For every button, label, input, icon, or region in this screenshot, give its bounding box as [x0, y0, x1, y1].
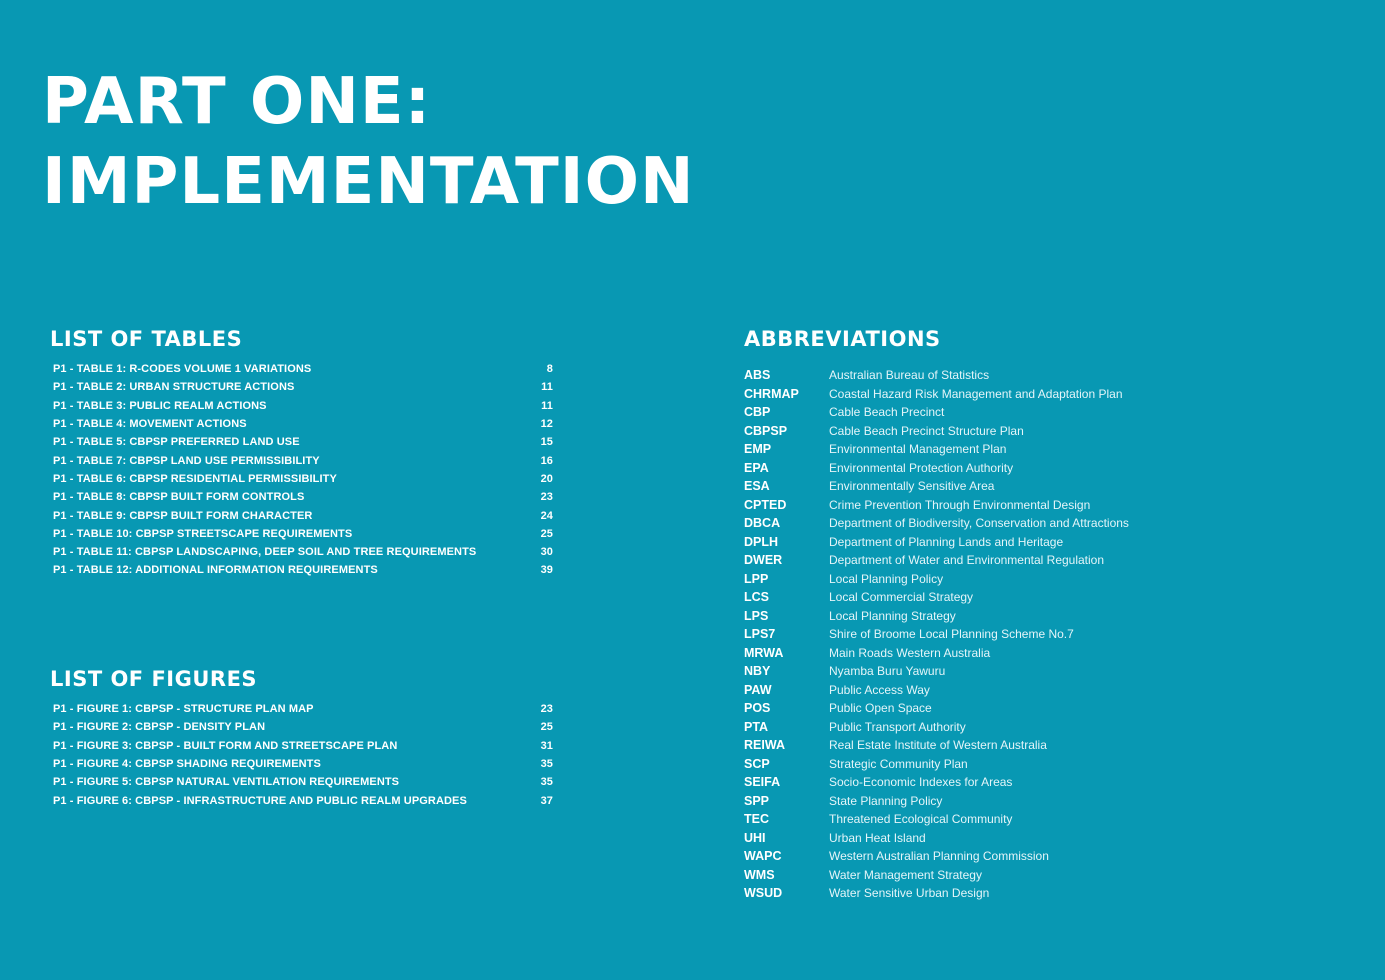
abbreviation-code: NBY	[744, 664, 771, 679]
page-title-line-1: PART ONE:	[42, 65, 432, 139]
table-entry-label: P1 - TABLE 4: MOVEMENT ACTIONS	[53, 418, 247, 431]
abbreviation-entry	[744, 514, 1164, 533]
table-entry	[53, 360, 553, 378]
abbreviation-definition: Coastal Hazard Risk Management and Adaptation Plan	[829, 386, 1123, 401]
abbreviation-definition: Water Management Strategy	[829, 867, 982, 882]
abbreviation-code: TEC	[744, 812, 769, 827]
table-entry-page-number: 12	[540, 418, 553, 431]
figure-entry-page-number: 37	[540, 794, 553, 807]
abbreviation-definition: Crime Prevention Through Environmental Design	[829, 497, 1091, 512]
table-entry-label: P1 - TABLE 6: CBPSP RESIDENTIAL PERMISSIBILITY	[53, 472, 337, 485]
table-entry	[53, 506, 553, 524]
abbreviation-definition: State Planning Policy	[829, 793, 943, 808]
abbreviation-definition: Public Open Space	[829, 701, 932, 716]
abbreviation-definition: Western Australian Planning Commission	[829, 849, 1049, 864]
table-entry	[53, 525, 553, 543]
abbreviation-entry	[744, 755, 1164, 774]
abbreviation-definition: Department of Biodiversity, Conservation and Attractions	[829, 516, 1129, 531]
figure-entry-label: P1 - FIGURE 1: CBPSP - STRUCTURE PLAN MAP	[53, 703, 314, 716]
abbreviation-code: CBP	[744, 405, 771, 420]
figure-entry	[53, 755, 553, 773]
abbreviation-definition: Strategic Community Plan	[829, 756, 968, 771]
abbreviation-entry	[744, 477, 1164, 496]
abbreviation-entry	[744, 496, 1164, 515]
abbreviation-code: MRWA	[744, 645, 784, 660]
table-entry-label: P1 - TABLE 8: CBPSP BUILT FORM CONTROLS	[53, 491, 305, 504]
abbreviation-entry	[744, 366, 1164, 385]
abbreviation-entry	[744, 884, 1164, 903]
abbreviation-entry	[744, 625, 1164, 644]
abbreviation-entry	[744, 662, 1164, 681]
tables-list	[53, 360, 553, 580]
table-entry	[53, 433, 553, 451]
abbreviation-definition: Environmental Management Plan	[829, 442, 1007, 457]
abbreviation-definition: Threatened Ecological Community	[829, 812, 1013, 827]
abbreviation-definition: Public Access Way	[829, 682, 930, 697]
abbreviation-definition: Local Planning Strategy	[829, 608, 956, 623]
abbreviation-definition: Department of Water and Environmental Regulation	[829, 553, 1105, 568]
figure-entry-page-number: 23	[540, 703, 553, 716]
abbreviation-definition: Socio-Economic Indexes for Areas	[829, 775, 1013, 790]
abbreviation-code: CPTED	[744, 497, 787, 512]
abbreviation-definition: Local Planning Policy	[829, 571, 944, 586]
figure-entry-label: P1 - FIGURE 4: CBPSP SHADING REQUIREMENTS	[53, 758, 321, 771]
abbreviation-code: SPP	[744, 793, 770, 808]
table-entry-label: P1 - TABLE 5: CBPSP PREFERRED LAND USE	[53, 436, 300, 449]
abbreviation-entry	[744, 699, 1164, 718]
table-entry-page-number: 39	[540, 564, 553, 577]
abbreviation-definition: Urban Heat Island	[829, 830, 926, 845]
abbreviation-definition: Main Roads Western Australia	[829, 645, 991, 660]
abbreviation-code: LPS7	[744, 627, 776, 642]
table-entry	[53, 561, 553, 579]
figure-entry-label: P1 - FIGURE 6: CBPSP - INFRASTRUCTURE AND PUBLIC REALM UPGRADES	[53, 794, 467, 807]
table-entry	[53, 397, 553, 415]
abbreviation-entry	[744, 736, 1164, 755]
table-entry-page-number: 20	[540, 472, 553, 485]
abbreviation-entry	[744, 681, 1164, 700]
figure-entry-label: P1 - FIGURE 3: CBPSP - BUILT FORM AND STREETSCAPE PLAN	[53, 739, 398, 752]
abbreviation-entry	[744, 385, 1164, 404]
abbreviation-code: WSUD	[744, 886, 783, 901]
figure-entry	[53, 773, 553, 791]
figure-entry-label: P1 - FIGURE 5: CBPSP NATURAL VENTILATION REQUIREMENTS	[53, 776, 400, 789]
abbreviation-code: POS	[744, 701, 771, 716]
abbreviation-code: LPP	[744, 571, 769, 586]
table-entry-page-number: 11	[541, 399, 553, 412]
page-title-line-2: IMPLEMENTATION	[42, 145, 695, 219]
abbreviation-entry	[744, 459, 1164, 478]
abbreviation-definition: Water Sensitive Urban Design	[829, 886, 990, 901]
abbreviation-code: ABS	[744, 368, 771, 383]
table-entry-label: P1 - TABLE 2: URBAN STRUCTURE ACTIONS	[53, 381, 295, 394]
table-entry-label: P1 - TABLE 11: CBPSP LANDSCAPING, DEEP SOIL AND TREE REQUIREMENTS	[53, 546, 477, 559]
table-entry-label: P1 - TABLE 3: PUBLIC REALM ACTIONS	[53, 399, 267, 412]
abbreviation-definition: Nyamba Buru Yawuru	[829, 664, 946, 679]
abbreviation-code: WAPC	[744, 849, 782, 864]
abbreviation-code: PTA	[744, 719, 769, 734]
table-entry-label: P1 - TABLE 10: CBPSP STREETSCAPE REQUIREMENTS	[53, 527, 353, 540]
table-entry-page-number: 24	[540, 509, 553, 522]
abbreviation-code: DPLH	[744, 534, 779, 549]
abbreviation-code: REIWA	[744, 738, 785, 753]
abbreviation-code: WMS	[744, 867, 775, 882]
abbreviation-definition: Shire of Broome Local Planning Scheme No.7	[829, 627, 1074, 642]
figure-entry	[53, 700, 553, 718]
abbreviation-entry	[744, 847, 1164, 866]
abbreviation-entry	[744, 829, 1164, 848]
abbreviation-code: CBPSP	[744, 423, 788, 438]
abbreviation-code: PAW	[744, 682, 772, 697]
abbreviation-code: CHRMAP	[744, 386, 799, 401]
figure-entry-page-number: 31	[540, 739, 553, 752]
table-entry-page-number: 11	[541, 381, 553, 394]
table-entry-page-number: 16	[540, 454, 553, 467]
abbreviation-entry	[744, 588, 1164, 607]
abbreviation-definition: Environmental Protection Authority	[829, 460, 1014, 475]
table-entry-label: P1 - TABLE 1: R-CODES VOLUME 1 VARIATIONS	[53, 363, 312, 376]
table-entry	[53, 415, 553, 433]
abbreviation-entry	[744, 773, 1164, 792]
abbreviation-code: ESA	[744, 479, 770, 494]
figure-entry-label: P1 - FIGURE 2: CBPSP - DENSITY PLAN	[53, 721, 266, 734]
table-entry	[53, 378, 553, 396]
table-entry-page-number: 15	[540, 436, 553, 449]
abbreviation-entry	[744, 570, 1164, 589]
abbreviation-entry	[744, 810, 1164, 829]
figure-entry-page-number: 35	[540, 776, 553, 789]
abbreviation-entry	[744, 422, 1164, 441]
table-entry	[53, 451, 553, 469]
abbreviation-code: LCS	[744, 590, 769, 605]
abbreviation-definition: Cable Beach Precinct Structure Plan	[829, 423, 1024, 438]
table-entry-label: P1 - TABLE 9: CBPSP BUILT FORM CHARACTER	[53, 509, 313, 522]
abbreviation-definition: Public Transport Authority	[829, 719, 966, 734]
table-entry	[53, 488, 553, 506]
abbreviation-definition: Australian Bureau of Statistics	[829, 368, 990, 383]
abbreviations-heading: ABBREVIATIONS	[744, 327, 941, 351]
abbreviation-definition: Environmentally Sensitive Area	[829, 479, 995, 494]
table-entry-page-number: 23	[540, 491, 553, 504]
table-entry	[53, 470, 553, 488]
table-entry-label: P1 - TABLE 12: ADDITIONAL INFORMATION REQUIREMENTS	[53, 564, 378, 577]
figures-heading: LIST OF FIGURES	[50, 667, 258, 691]
abbreviation-entry	[744, 551, 1164, 570]
abbreviation-entry	[744, 866, 1164, 885]
abbreviation-code: LPS	[744, 608, 769, 623]
table-entry-page-number: 25	[540, 527, 553, 540]
abbreviation-code: UHI	[744, 830, 766, 845]
abbreviation-definition: Department of Planning Lands and Heritage	[829, 534, 1064, 549]
abbreviation-entry	[744, 440, 1164, 459]
table-entry	[53, 543, 553, 561]
abbreviation-code: EPA	[744, 460, 769, 475]
abbreviation-entry	[744, 607, 1164, 626]
abbreviation-definition: Local Commercial Strategy	[829, 590, 974, 605]
figures-list	[53, 700, 553, 810]
figure-entry	[53, 737, 553, 755]
abbreviation-code: SEIFA	[744, 775, 781, 790]
abbreviation-entry	[744, 644, 1164, 663]
abbreviation-entry	[744, 403, 1164, 422]
abbreviations-list	[744, 366, 1164, 903]
abbreviation-definition: Real Estate Institute of Western Australia	[829, 738, 1047, 753]
figure-entry-page-number: 25	[540, 721, 553, 734]
table-entry-page-number: 8	[546, 363, 553, 376]
figure-entry	[53, 791, 553, 809]
abbreviation-definition: Cable Beach Precinct	[829, 405, 945, 420]
table-entry-label: P1 - TABLE 7: CBPSP LAND USE PERMISSIBILITY	[53, 454, 320, 467]
figure-entry	[53, 718, 553, 736]
abbreviation-code: SCP	[744, 756, 770, 771]
abbreviation-code: DWER	[744, 553, 783, 568]
page-title	[42, 62, 695, 222]
table-entry-page-number: 30	[540, 546, 553, 559]
abbreviation-entry	[744, 718, 1164, 737]
abbreviation-entry	[744, 533, 1164, 552]
abbreviation-entry	[744, 792, 1164, 811]
abbreviation-code: DBCA	[744, 516, 781, 531]
tables-heading: LIST OF TABLES	[50, 327, 243, 351]
abbreviation-code: EMP	[744, 442, 772, 457]
figure-entry-page-number: 35	[540, 758, 553, 771]
